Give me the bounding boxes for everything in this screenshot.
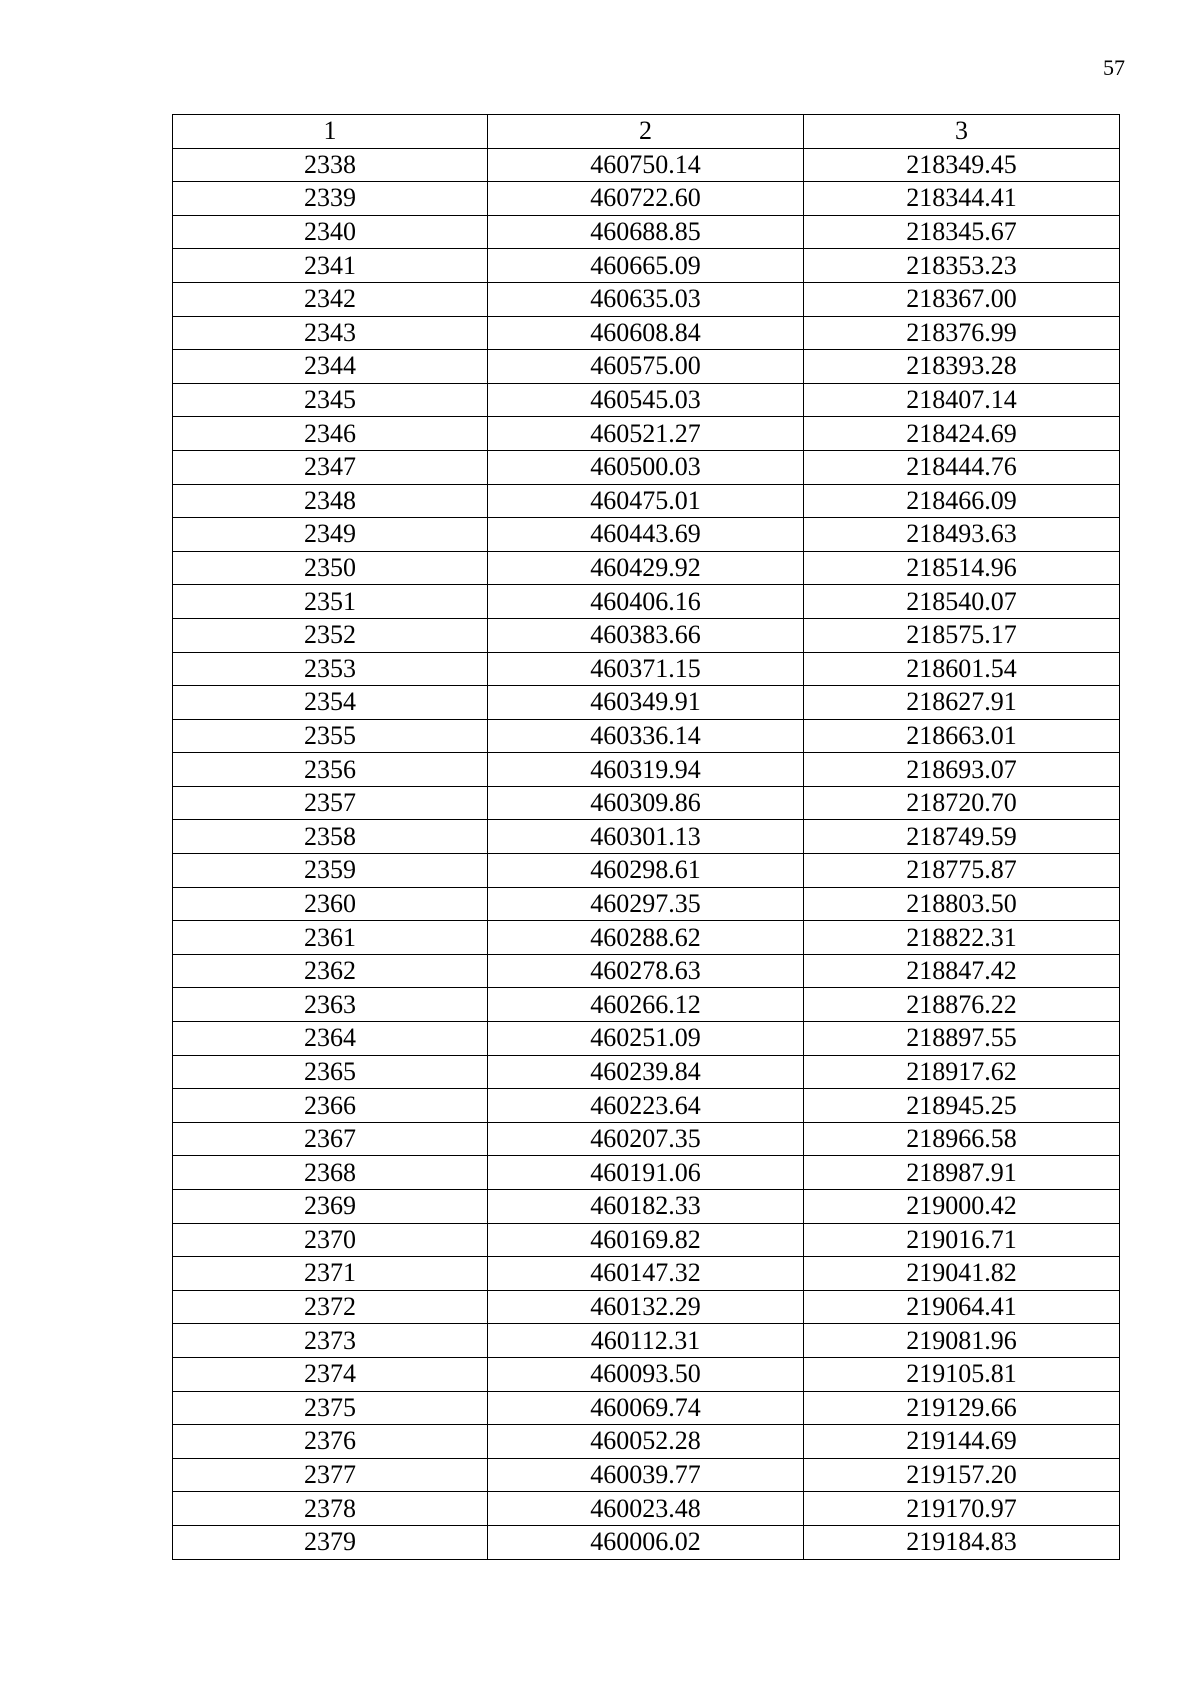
y-coordinate-cell: 218897.55 — [804, 1022, 1120, 1056]
x-coordinate-cell: 460429.92 — [488, 551, 804, 585]
point-number-cell: 2348 — [173, 484, 488, 518]
point-number-cell: 2377 — [173, 1458, 488, 1492]
point-number-cell: 2364 — [173, 1022, 488, 1056]
y-coordinate-cell: 219064.41 — [804, 1290, 1120, 1324]
x-coordinate-cell: 460722.60 — [488, 182, 804, 216]
table-row — [173, 1156, 1120, 1190]
table-row — [173, 518, 1120, 552]
y-coordinate-cell: 219170.97 — [804, 1492, 1120, 1526]
point-number-cell: 2368 — [173, 1156, 488, 1190]
y-coordinate-cell: 218353.23 — [804, 249, 1120, 283]
y-coordinate-cell: 218575.17 — [804, 618, 1120, 652]
y-coordinate-cell: 218775.87 — [804, 854, 1120, 888]
y-coordinate-cell: 218514.96 — [804, 551, 1120, 585]
table-row — [173, 719, 1120, 753]
table-row — [173, 1022, 1120, 1056]
y-coordinate-cell: 219016.71 — [804, 1223, 1120, 1257]
table-row — [173, 316, 1120, 350]
column-header: 1 — [173, 115, 488, 149]
table-row — [173, 1391, 1120, 1425]
y-coordinate-cell: 219144.69 — [804, 1425, 1120, 1459]
x-coordinate-cell: 460006.02 — [488, 1525, 804, 1559]
y-coordinate-cell: 218367.00 — [804, 282, 1120, 316]
point-number-cell: 2357 — [173, 786, 488, 820]
y-coordinate-cell: 218987.91 — [804, 1156, 1120, 1190]
x-coordinate-cell: 460169.82 — [488, 1223, 804, 1257]
x-coordinate-cell: 460132.29 — [488, 1290, 804, 1324]
x-coordinate-cell: 460239.84 — [488, 1055, 804, 1089]
x-coordinate-cell: 460069.74 — [488, 1391, 804, 1425]
point-number-cell: 2379 — [173, 1525, 488, 1559]
point-number-cell: 2371 — [173, 1257, 488, 1291]
x-coordinate-cell: 460288.62 — [488, 921, 804, 955]
column-header: 2 — [488, 115, 804, 149]
y-coordinate-cell: 218349.45 — [804, 148, 1120, 182]
x-coordinate-cell: 460475.01 — [488, 484, 804, 518]
x-coordinate-cell: 460023.48 — [488, 1492, 804, 1526]
y-coordinate-cell: 219157.20 — [804, 1458, 1120, 1492]
table-body — [173, 148, 1120, 1559]
x-coordinate-cell: 460278.63 — [488, 954, 804, 988]
table-row — [173, 1089, 1120, 1123]
point-number-cell: 2362 — [173, 954, 488, 988]
y-coordinate-cell: 218663.01 — [804, 719, 1120, 753]
point-number-cell: 2346 — [173, 417, 488, 451]
table-row — [173, 450, 1120, 484]
table-row — [173, 854, 1120, 888]
table-row — [173, 282, 1120, 316]
x-coordinate-cell: 460298.61 — [488, 854, 804, 888]
point-number-cell: 2354 — [173, 686, 488, 720]
x-coordinate-cell: 460112.31 — [488, 1324, 804, 1358]
point-number-cell: 2363 — [173, 988, 488, 1022]
table-row — [173, 686, 1120, 720]
point-number-cell: 2374 — [173, 1357, 488, 1391]
y-coordinate-cell: 218847.42 — [804, 954, 1120, 988]
y-coordinate-cell: 218720.70 — [804, 786, 1120, 820]
x-coordinate-cell: 460443.69 — [488, 518, 804, 552]
point-number-cell: 2340 — [173, 215, 488, 249]
x-coordinate-cell: 460251.09 — [488, 1022, 804, 1056]
table-row — [173, 417, 1120, 451]
point-number-cell: 2347 — [173, 450, 488, 484]
table-row — [173, 551, 1120, 585]
y-coordinate-cell: 218407.14 — [804, 383, 1120, 417]
point-number-cell: 2352 — [173, 618, 488, 652]
point-number-cell: 2338 — [173, 148, 488, 182]
y-coordinate-cell: 218444.76 — [804, 450, 1120, 484]
table-row — [173, 1492, 1120, 1526]
point-number-cell: 2341 — [173, 249, 488, 283]
point-number-cell: 2376 — [173, 1425, 488, 1459]
point-number-cell: 2355 — [173, 719, 488, 753]
point-number-cell: 2345 — [173, 383, 488, 417]
y-coordinate-cell: 219000.42 — [804, 1190, 1120, 1224]
x-coordinate-cell: 460223.64 — [488, 1089, 804, 1123]
y-coordinate-cell: 218344.41 — [804, 182, 1120, 216]
point-number-cell: 2369 — [173, 1190, 488, 1224]
x-coordinate-cell: 460349.91 — [488, 686, 804, 720]
x-coordinate-cell: 460301.13 — [488, 820, 804, 854]
y-coordinate-cell: 218627.91 — [804, 686, 1120, 720]
x-coordinate-cell: 460371.15 — [488, 652, 804, 686]
x-coordinate-cell: 460521.27 — [488, 417, 804, 451]
x-coordinate-cell: 460266.12 — [488, 988, 804, 1022]
x-coordinate-cell: 460750.14 — [488, 148, 804, 182]
point-number-cell: 2350 — [173, 551, 488, 585]
table-row — [173, 1357, 1120, 1391]
point-number-cell: 2373 — [173, 1324, 488, 1358]
y-coordinate-cell: 219129.66 — [804, 1391, 1120, 1425]
x-coordinate-cell: 460336.14 — [488, 719, 804, 753]
x-coordinate-cell: 460545.03 — [488, 383, 804, 417]
point-number-cell: 2365 — [173, 1055, 488, 1089]
point-number-cell: 2356 — [173, 753, 488, 787]
y-coordinate-cell: 218803.50 — [804, 887, 1120, 921]
point-number-cell: 2370 — [173, 1223, 488, 1257]
coordinates-table — [172, 114, 1120, 1560]
point-number-cell: 2375 — [173, 1391, 488, 1425]
point-number-cell: 2359 — [173, 854, 488, 888]
table-row — [173, 1122, 1120, 1156]
table-row — [173, 1425, 1120, 1459]
y-coordinate-cell: 218822.31 — [804, 921, 1120, 955]
x-coordinate-cell: 460688.85 — [488, 215, 804, 249]
point-number-cell: 2351 — [173, 585, 488, 619]
table-row — [173, 182, 1120, 216]
table-row — [173, 786, 1120, 820]
y-coordinate-cell: 218376.99 — [804, 316, 1120, 350]
table-row — [173, 1190, 1120, 1224]
y-coordinate-cell: 219184.83 — [804, 1525, 1120, 1559]
y-coordinate-cell: 218876.22 — [804, 988, 1120, 1022]
y-coordinate-cell: 218345.67 — [804, 215, 1120, 249]
page-number: 57 — [1103, 55, 1125, 80]
table-row — [173, 1458, 1120, 1492]
y-coordinate-cell: 218601.54 — [804, 652, 1120, 686]
point-number-cell: 2344 — [173, 350, 488, 384]
table-row — [173, 1257, 1120, 1291]
point-number-cell: 2360 — [173, 887, 488, 921]
table-row — [173, 753, 1120, 787]
y-coordinate-cell: 219041.82 — [804, 1257, 1120, 1291]
table-row — [173, 652, 1120, 686]
x-coordinate-cell: 460147.32 — [488, 1257, 804, 1291]
table-row — [173, 585, 1120, 619]
x-coordinate-cell: 460406.16 — [488, 585, 804, 619]
point-number-cell: 2361 — [173, 921, 488, 955]
table-row — [173, 215, 1120, 249]
x-coordinate-cell: 460500.03 — [488, 450, 804, 484]
y-coordinate-cell: 218693.07 — [804, 753, 1120, 787]
table-row — [173, 1525, 1120, 1559]
x-coordinate-cell: 460383.66 — [488, 618, 804, 652]
point-number-cell: 2343 — [173, 316, 488, 350]
table-row — [173, 1223, 1120, 1257]
y-coordinate-cell: 218393.28 — [804, 350, 1120, 384]
x-coordinate-cell: 460039.77 — [488, 1458, 804, 1492]
y-coordinate-cell: 218466.09 — [804, 484, 1120, 518]
x-coordinate-cell: 460182.33 — [488, 1190, 804, 1224]
point-number-cell: 2367 — [173, 1122, 488, 1156]
table-row — [173, 249, 1120, 283]
x-coordinate-cell: 460207.35 — [488, 1122, 804, 1156]
point-number-cell: 2378 — [173, 1492, 488, 1526]
y-coordinate-cell: 218749.59 — [804, 820, 1120, 854]
point-number-cell: 2358 — [173, 820, 488, 854]
point-number-cell: 2339 — [173, 182, 488, 216]
x-coordinate-cell: 460608.84 — [488, 316, 804, 350]
x-coordinate-cell: 460052.28 — [488, 1425, 804, 1459]
x-coordinate-cell: 460093.50 — [488, 1357, 804, 1391]
table-row — [173, 820, 1120, 854]
y-coordinate-cell: 219105.81 — [804, 1357, 1120, 1391]
y-coordinate-cell: 218945.25 — [804, 1089, 1120, 1123]
point-number-cell: 2372 — [173, 1290, 488, 1324]
y-coordinate-cell: 218917.62 — [804, 1055, 1120, 1089]
table-row — [173, 1324, 1120, 1358]
table-row — [173, 383, 1120, 417]
table-row — [173, 618, 1120, 652]
table-row — [173, 954, 1120, 988]
column-header: 3 — [804, 115, 1120, 149]
x-coordinate-cell: 460319.94 — [488, 753, 804, 787]
table-row — [173, 484, 1120, 518]
x-coordinate-cell: 460665.09 — [488, 249, 804, 283]
table-row — [173, 921, 1120, 955]
x-coordinate-cell: 460191.06 — [488, 1156, 804, 1190]
table-row — [173, 1290, 1120, 1324]
table-row — [173, 148, 1120, 182]
x-coordinate-cell: 460309.86 — [488, 786, 804, 820]
x-coordinate-cell: 460297.35 — [488, 887, 804, 921]
point-number-cell: 2353 — [173, 652, 488, 686]
x-coordinate-cell: 460635.03 — [488, 282, 804, 316]
header-row — [173, 115, 1120, 149]
table-row — [173, 1055, 1120, 1089]
point-number-cell: 2342 — [173, 282, 488, 316]
y-coordinate-cell: 219081.96 — [804, 1324, 1120, 1358]
table-row — [173, 887, 1120, 921]
point-number-cell: 2349 — [173, 518, 488, 552]
table-row — [173, 988, 1120, 1022]
y-coordinate-cell: 218540.07 — [804, 585, 1120, 619]
x-coordinate-cell: 460575.00 — [488, 350, 804, 384]
table-header — [173, 115, 1120, 149]
point-number-cell: 2366 — [173, 1089, 488, 1123]
y-coordinate-cell: 218966.58 — [804, 1122, 1120, 1156]
y-coordinate-cell: 218493.63 — [804, 518, 1120, 552]
table-row — [173, 350, 1120, 384]
y-coordinate-cell: 218424.69 — [804, 417, 1120, 451]
